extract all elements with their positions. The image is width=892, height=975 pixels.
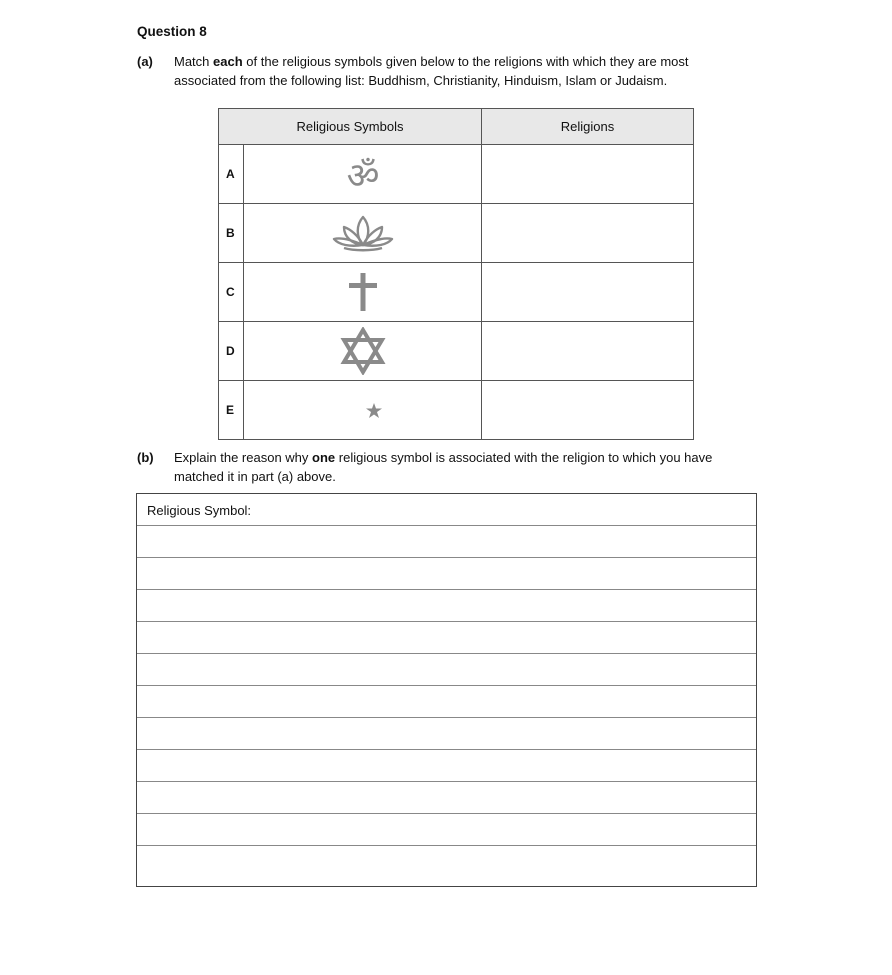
part-b-label: (b) (137, 450, 154, 465)
table-row (219, 322, 694, 381)
crescent-star-icon (338, 390, 388, 430)
header-religions: Religions (482, 109, 694, 145)
part-b-instructions (174, 448, 754, 486)
answer-line[interactable] (137, 590, 756, 622)
cross-icon (345, 270, 381, 314)
answer-line[interactable] (137, 686, 756, 718)
part-a-emphasis: each (213, 54, 243, 69)
answer-line[interactable] (137, 718, 756, 750)
table-row (219, 263, 694, 322)
star-of-david-icon (339, 327, 387, 375)
lotus-icon (330, 213, 396, 253)
answer-line[interactable] (137, 782, 756, 814)
part-b-emphasis: one (312, 450, 336, 465)
religion-answer-cell[interactable] (482, 381, 694, 440)
religion-answer-cell[interactable] (482, 263, 694, 322)
table-row (219, 204, 694, 263)
question-title: Question 8 (137, 24, 207, 39)
part-b-text-end: religious symbol is associated with the religion to which you have matched it in part (a) above. (174, 450, 713, 484)
row-letter: E (219, 381, 244, 440)
om-icon (341, 152, 385, 196)
religious-symbol-label: Religious Symbol: (137, 494, 756, 526)
religion-answer-cell[interactable] (482, 322, 694, 381)
answer-line[interactable] (137, 558, 756, 590)
row-letter: A (219, 145, 244, 204)
answer-line[interactable] (137, 654, 756, 686)
religion-answer-cell[interactable] (482, 204, 694, 263)
table-row (219, 145, 694, 204)
row-letter: B (219, 204, 244, 263)
part-a-text-start: Match (174, 54, 214, 69)
header-religious-symbols: Religious Symbols (219, 109, 482, 145)
answer-line[interactable] (137, 846, 756, 878)
row-letter: D (219, 322, 244, 381)
part-a-text-end: of the religious symbols given below to the religions with which they are most associated from the following list: Buddhism, Christianity, Hinduism, Islam or Judaism. (174, 54, 689, 88)
answer-line[interactable] (137, 750, 756, 782)
part-a-label: (a) (137, 54, 153, 69)
answer-line[interactable] (137, 814, 756, 846)
answer-line[interactable] (137, 526, 756, 558)
row-letter: C (219, 263, 244, 322)
table-header-row (219, 109, 694, 145)
part-a-instructions (174, 52, 754, 90)
answer-box[interactable] (136, 493, 757, 887)
matching-table (218, 108, 694, 440)
svg-text:ॐ: ॐ (346, 156, 379, 196)
part-b-text-start: Explain the reason why (174, 450, 313, 465)
table-row (219, 381, 694, 440)
answer-line[interactable] (137, 622, 756, 654)
religion-answer-cell[interactable] (482, 145, 694, 204)
